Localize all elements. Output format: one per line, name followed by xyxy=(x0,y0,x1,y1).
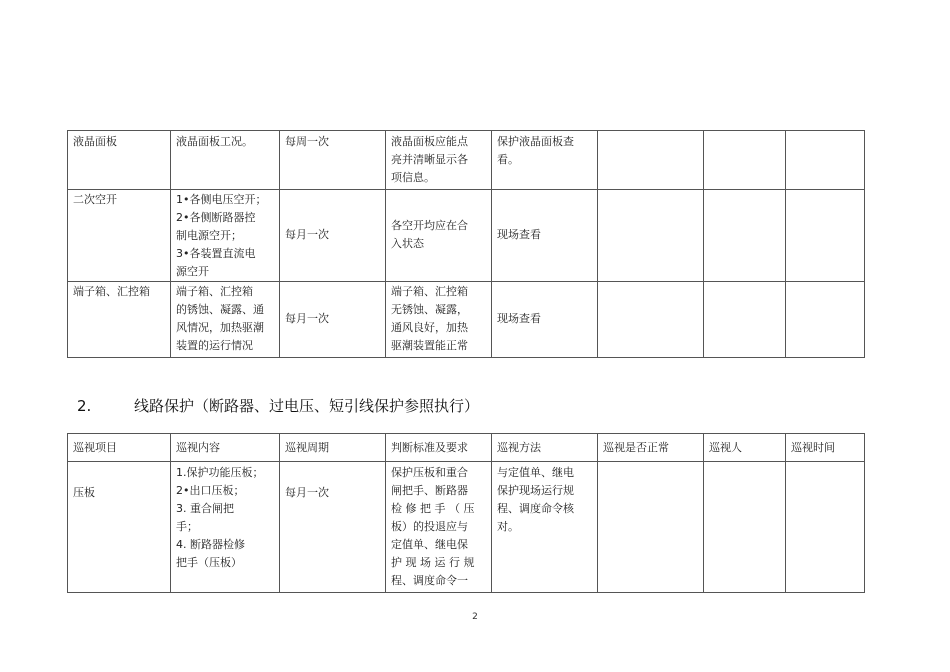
row-time xyxy=(786,131,865,190)
row-item: 液晶面板 xyxy=(68,131,171,190)
row-method: 与定值单、继电 保护现场运行规 程、调度命令核 对。 xyxy=(492,462,598,593)
row-item: 二次空开 xyxy=(68,190,171,282)
table-row xyxy=(68,190,865,282)
row-period: 每月一次 xyxy=(280,282,386,358)
table-row xyxy=(68,462,865,593)
row-standard: 液晶面板应能点 亮并清晰显示各 项信息。 xyxy=(386,131,492,190)
row-standard-text: 端子箱、汇控箱 无锈蚀、凝露， 通风良好，加热 驱潮装置能正常 xyxy=(391,285,468,352)
row-standard-text: 保护压板和重合 闸把手、断路器 检 修 把 手 （ 压 板）的投退应与 定值单、继电保 护 现 场 运 行 规 程、调度命令一 xyxy=(391,466,475,587)
table-header-row xyxy=(68,434,865,462)
row-item: 端子箱、汇控箱 xyxy=(68,282,171,358)
row-time xyxy=(786,190,865,282)
header-time: 巡视时间 xyxy=(786,434,865,462)
section-number: 2. xyxy=(77,397,92,415)
inspection-table-continued xyxy=(67,130,865,358)
row-inspector xyxy=(704,131,786,190)
row-method: 现场查看 xyxy=(492,282,598,358)
row-period: 每月一次 xyxy=(280,462,386,593)
section-heading xyxy=(77,395,479,416)
row-normal xyxy=(598,190,704,282)
row-method: 现场查看 xyxy=(492,190,598,282)
row-content: 液晶面板工况。 xyxy=(171,131,280,190)
row-period: 每月一次 xyxy=(280,190,386,282)
table-row xyxy=(68,282,865,358)
row-inspector xyxy=(704,462,786,593)
row-standard xyxy=(386,282,492,358)
page-number: 2 xyxy=(472,612,478,622)
header-inspector: 巡视人 xyxy=(704,434,786,462)
header-period: 巡视周期 xyxy=(280,434,386,462)
row-standard xyxy=(386,462,492,593)
header-normal: 巡视是否正常 xyxy=(598,434,704,462)
row-method: 保护液晶面板查 看。 xyxy=(492,131,598,190)
row-content xyxy=(171,282,280,358)
row-standard: 各空开均应在合 入状态 xyxy=(386,190,492,282)
row-content-text: 1•各侧电压空开； 2•各侧断路器控 制电源空开； 3•各装置直流电 源空开 xyxy=(176,193,267,278)
row-period: 每周一次 xyxy=(280,131,386,190)
row-inspector xyxy=(704,190,786,282)
header-method: 巡视方法 xyxy=(492,434,598,462)
row-inspector xyxy=(704,282,786,358)
section-title: 线路保护（断路器、过电压、短引线保护参照执行） xyxy=(134,397,480,415)
row-normal xyxy=(598,282,704,358)
header-standard: 判断标准及要求 xyxy=(386,434,492,462)
table-row xyxy=(68,131,865,190)
row-content-text: 1.保护功能压板； 2•出口压板； 3. 重合闸把 手； 4. 断路器检修 把手（压板） xyxy=(176,466,264,569)
row-content xyxy=(171,462,280,593)
row-content xyxy=(171,190,280,282)
header-content: 巡视内容 xyxy=(171,434,280,462)
row-content-text: 端子箱、汇控箱 的锈蚀、凝露、通 风情况，加热驱潮 装置的运行情况 xyxy=(176,285,264,352)
header-item: 巡视项目 xyxy=(68,434,171,462)
row-time xyxy=(786,282,865,358)
row-time xyxy=(786,462,865,593)
line-protection-table xyxy=(67,433,865,593)
row-normal xyxy=(598,462,704,593)
row-normal xyxy=(598,131,704,190)
row-item: 压板 xyxy=(68,462,171,593)
